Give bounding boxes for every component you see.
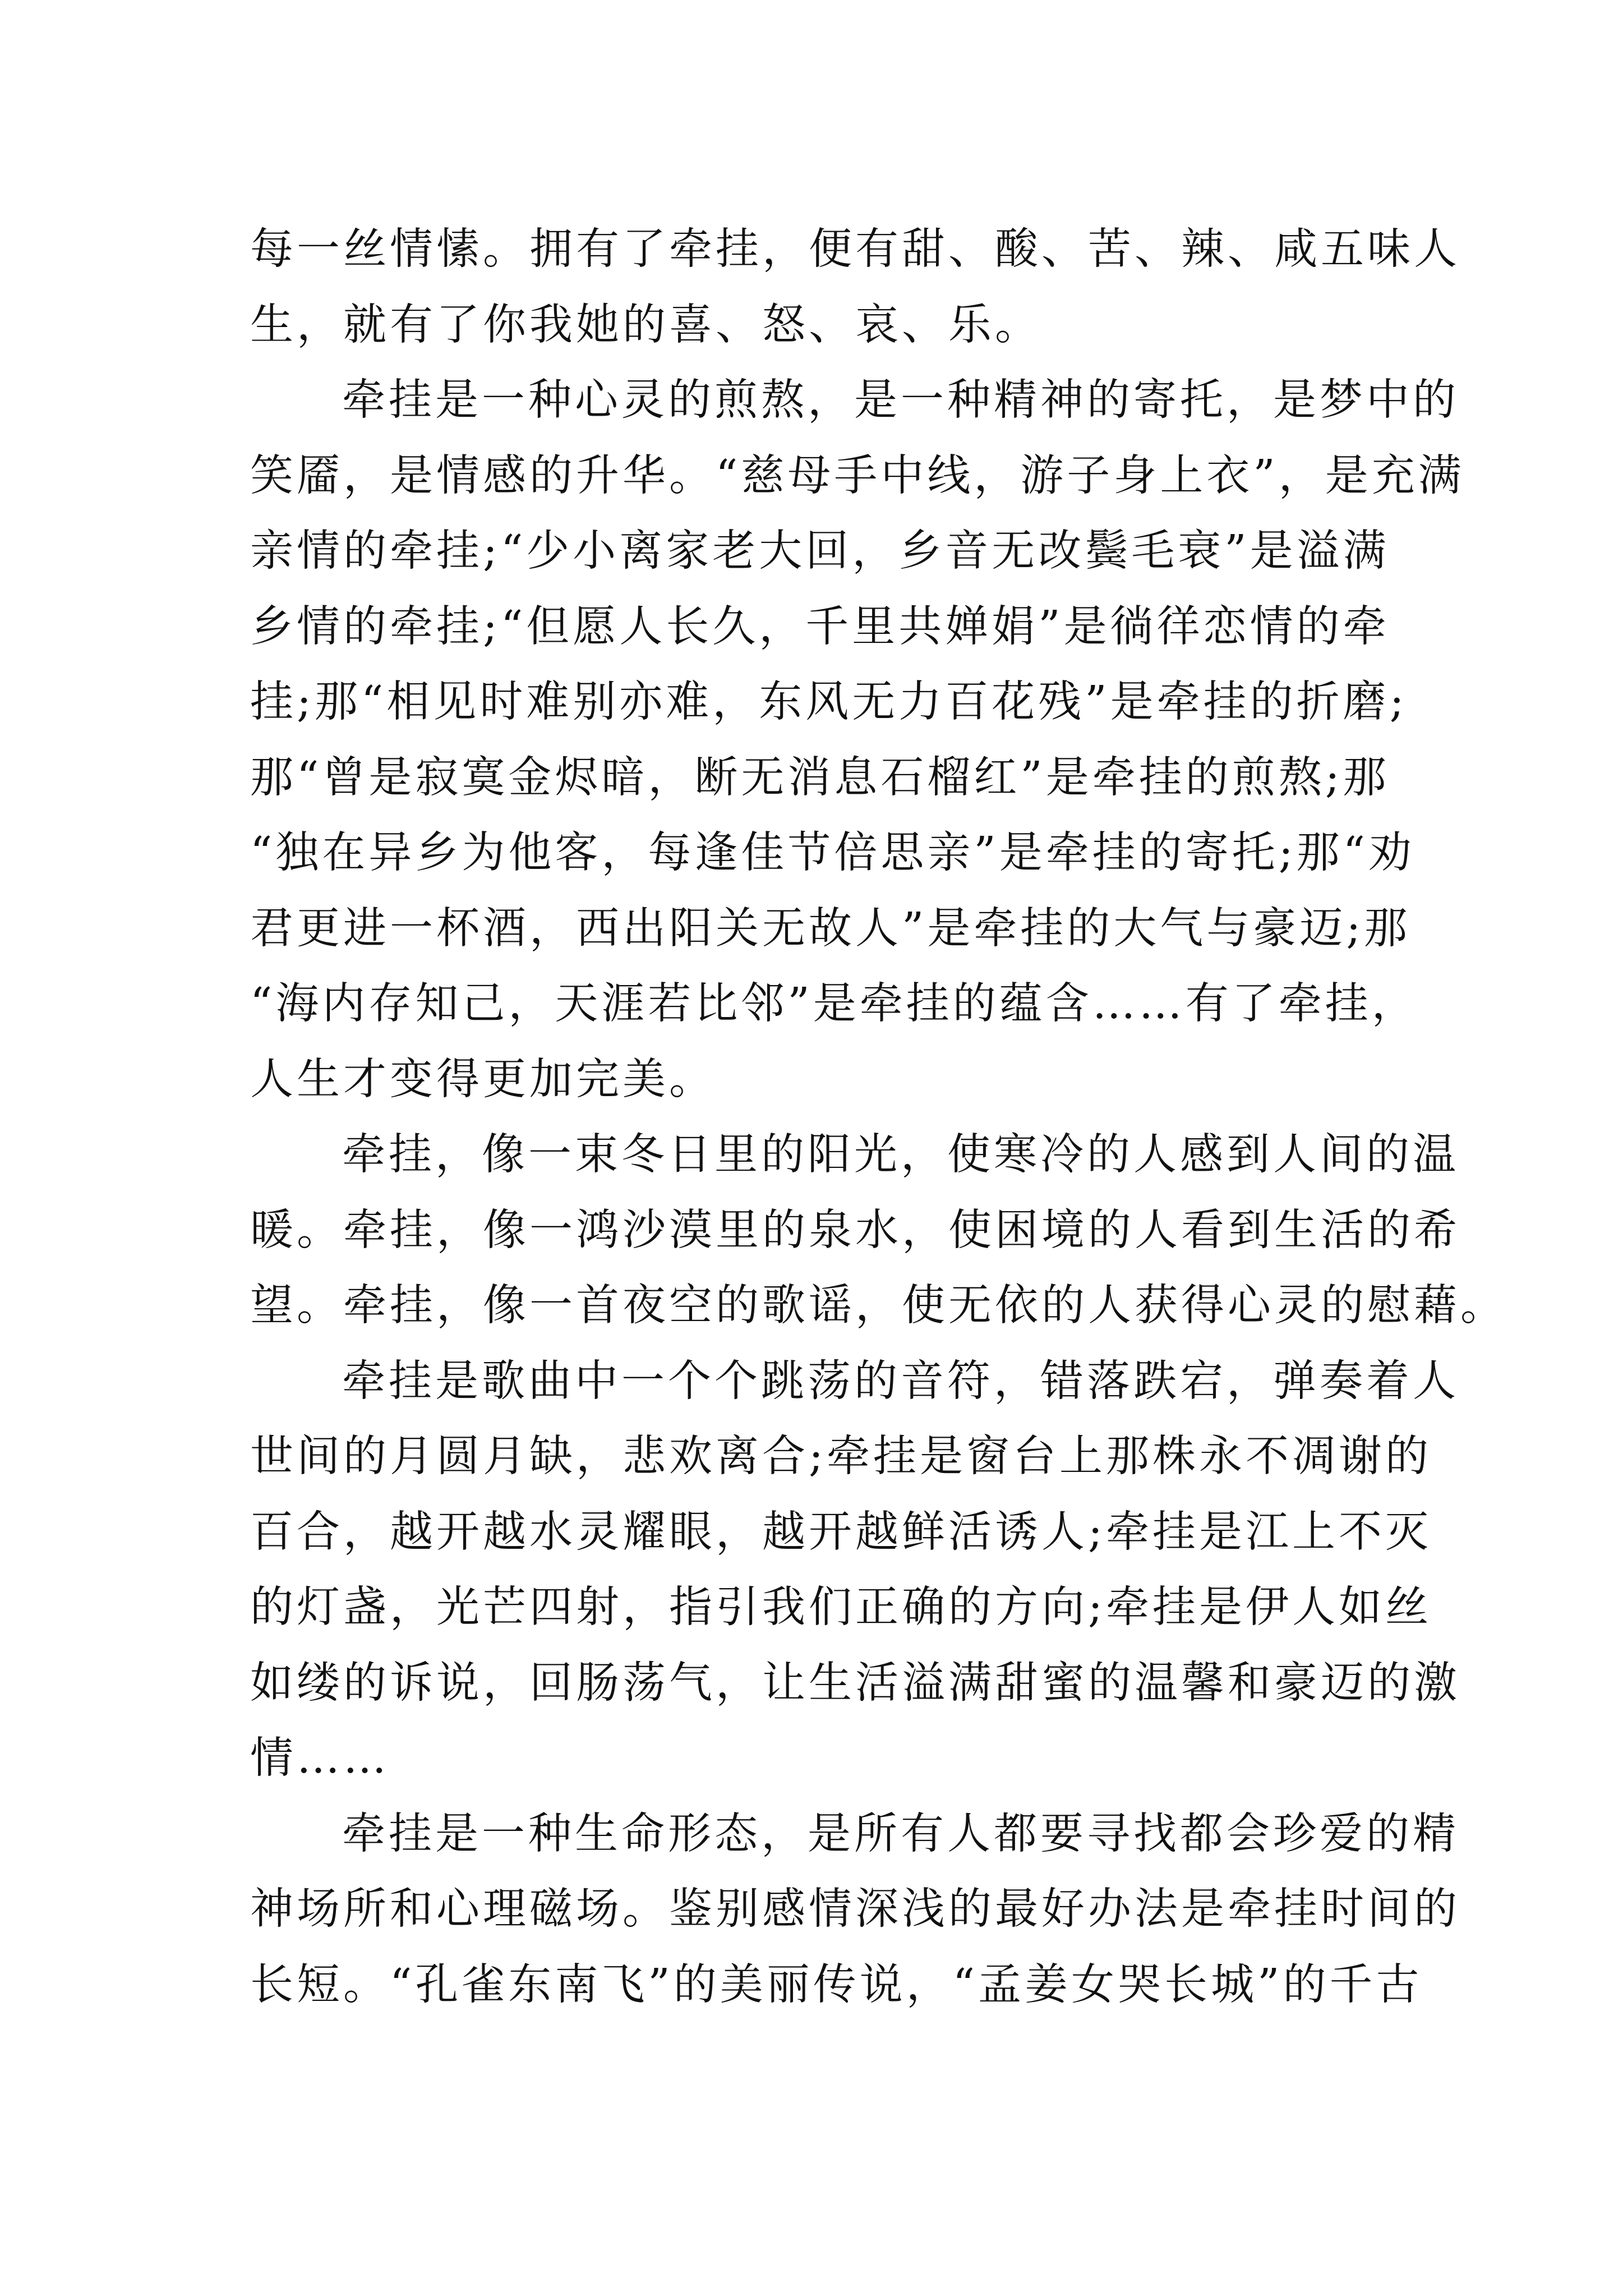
text-line: 百合，越开越水灵耀眼，越开越鲜活诱人;牵挂是江上不灭 (250, 1507, 1432, 1557)
text-line: 生，就有了你我她的喜、怒、哀、乐。 (250, 300, 1041, 350)
text-line: 亲情的牵挂;“少小离家老大回，乡音无改鬓毛衰”是溢满 (250, 526, 1390, 576)
body-text (250, 212, 1507, 2023)
text-line: 牵挂，像一束冬日里的阳光，使寒冷的人感到人间的温 (342, 1130, 1459, 1180)
text-line: 人生才变得更加完美。 (250, 1054, 716, 1105)
text-line: 长短。“孔雀东南飞”的美丽传说，“孟姜女哭长城”的千古 (250, 1959, 1423, 2010)
text-line: 世间的月圆月缺，悲欢离合;牵挂是窗台上那株永不凋谢的 (250, 1432, 1432, 1481)
text-line: 君更进一杯酒，西出阳关无故人”是牵挂的大气与豪迈;那 (250, 903, 1411, 954)
text-line: 笑靥，是情感的升华。“慈母手中线，游子身上衣”，是充满 (250, 450, 1465, 501)
text-line: 暖。牵挂，像一鸿沙漠里的泉水，使困境的人看到生活的希 (250, 1205, 1460, 1255)
text-line: 每一丝情愫。拥有了牵挂，便有甜、酸、苦、辣、咸五味人 (250, 224, 1460, 274)
text-line: 挂;那“相见时难别亦难，东风无力百花残”是牵挂的折磨; (250, 677, 1408, 727)
text-line: 牵挂是歌曲中一个个跳荡的音符，错落跌宕，弹奏着人 (342, 1356, 1459, 1406)
text-line: 望。牵挂，像一首夜空的歌谣，使无依的人获得心灵的慰藉。 (250, 1281, 1507, 1331)
text-line: 那“曾是寂寞金烬暗，断无消息石榴红”是牵挂的煎熬;那 (250, 752, 1390, 803)
text-line: “海内存知己，天涯若比邻”是牵挂的蕴含……有了牵挂， (250, 979, 1418, 1029)
text-line: 乡情的牵挂;“但愿人长久，千里共婵娟”是徜徉恋情的牵 (250, 601, 1390, 652)
text-line: 牵挂是一种生命形态，是所有人都要寻找都会珍爱的精 (342, 1809, 1459, 1859)
text-line: 如缕的诉说，回肠荡气，让生活溢满甜蜜的温馨和豪迈的激 (250, 1658, 1460, 1708)
text-line: 情…… (250, 1733, 390, 1783)
text-line: 的灯盏，光芒四射，指引我们正确的方向;牵挂是伊人如丝 (250, 1582, 1432, 1632)
text-line: 神场所和心理磁场。鉴别感情深浅的最好办法是牵挂时间的 (250, 1884, 1460, 1934)
text-line: “独在异乡为他客，每逢佳节倍思亲”是牵挂的寄托;那“劝 (250, 828, 1415, 878)
text-line: 牵挂是一种心灵的煎熬，是一种精神的寄托，是梦中的 (342, 375, 1459, 425)
